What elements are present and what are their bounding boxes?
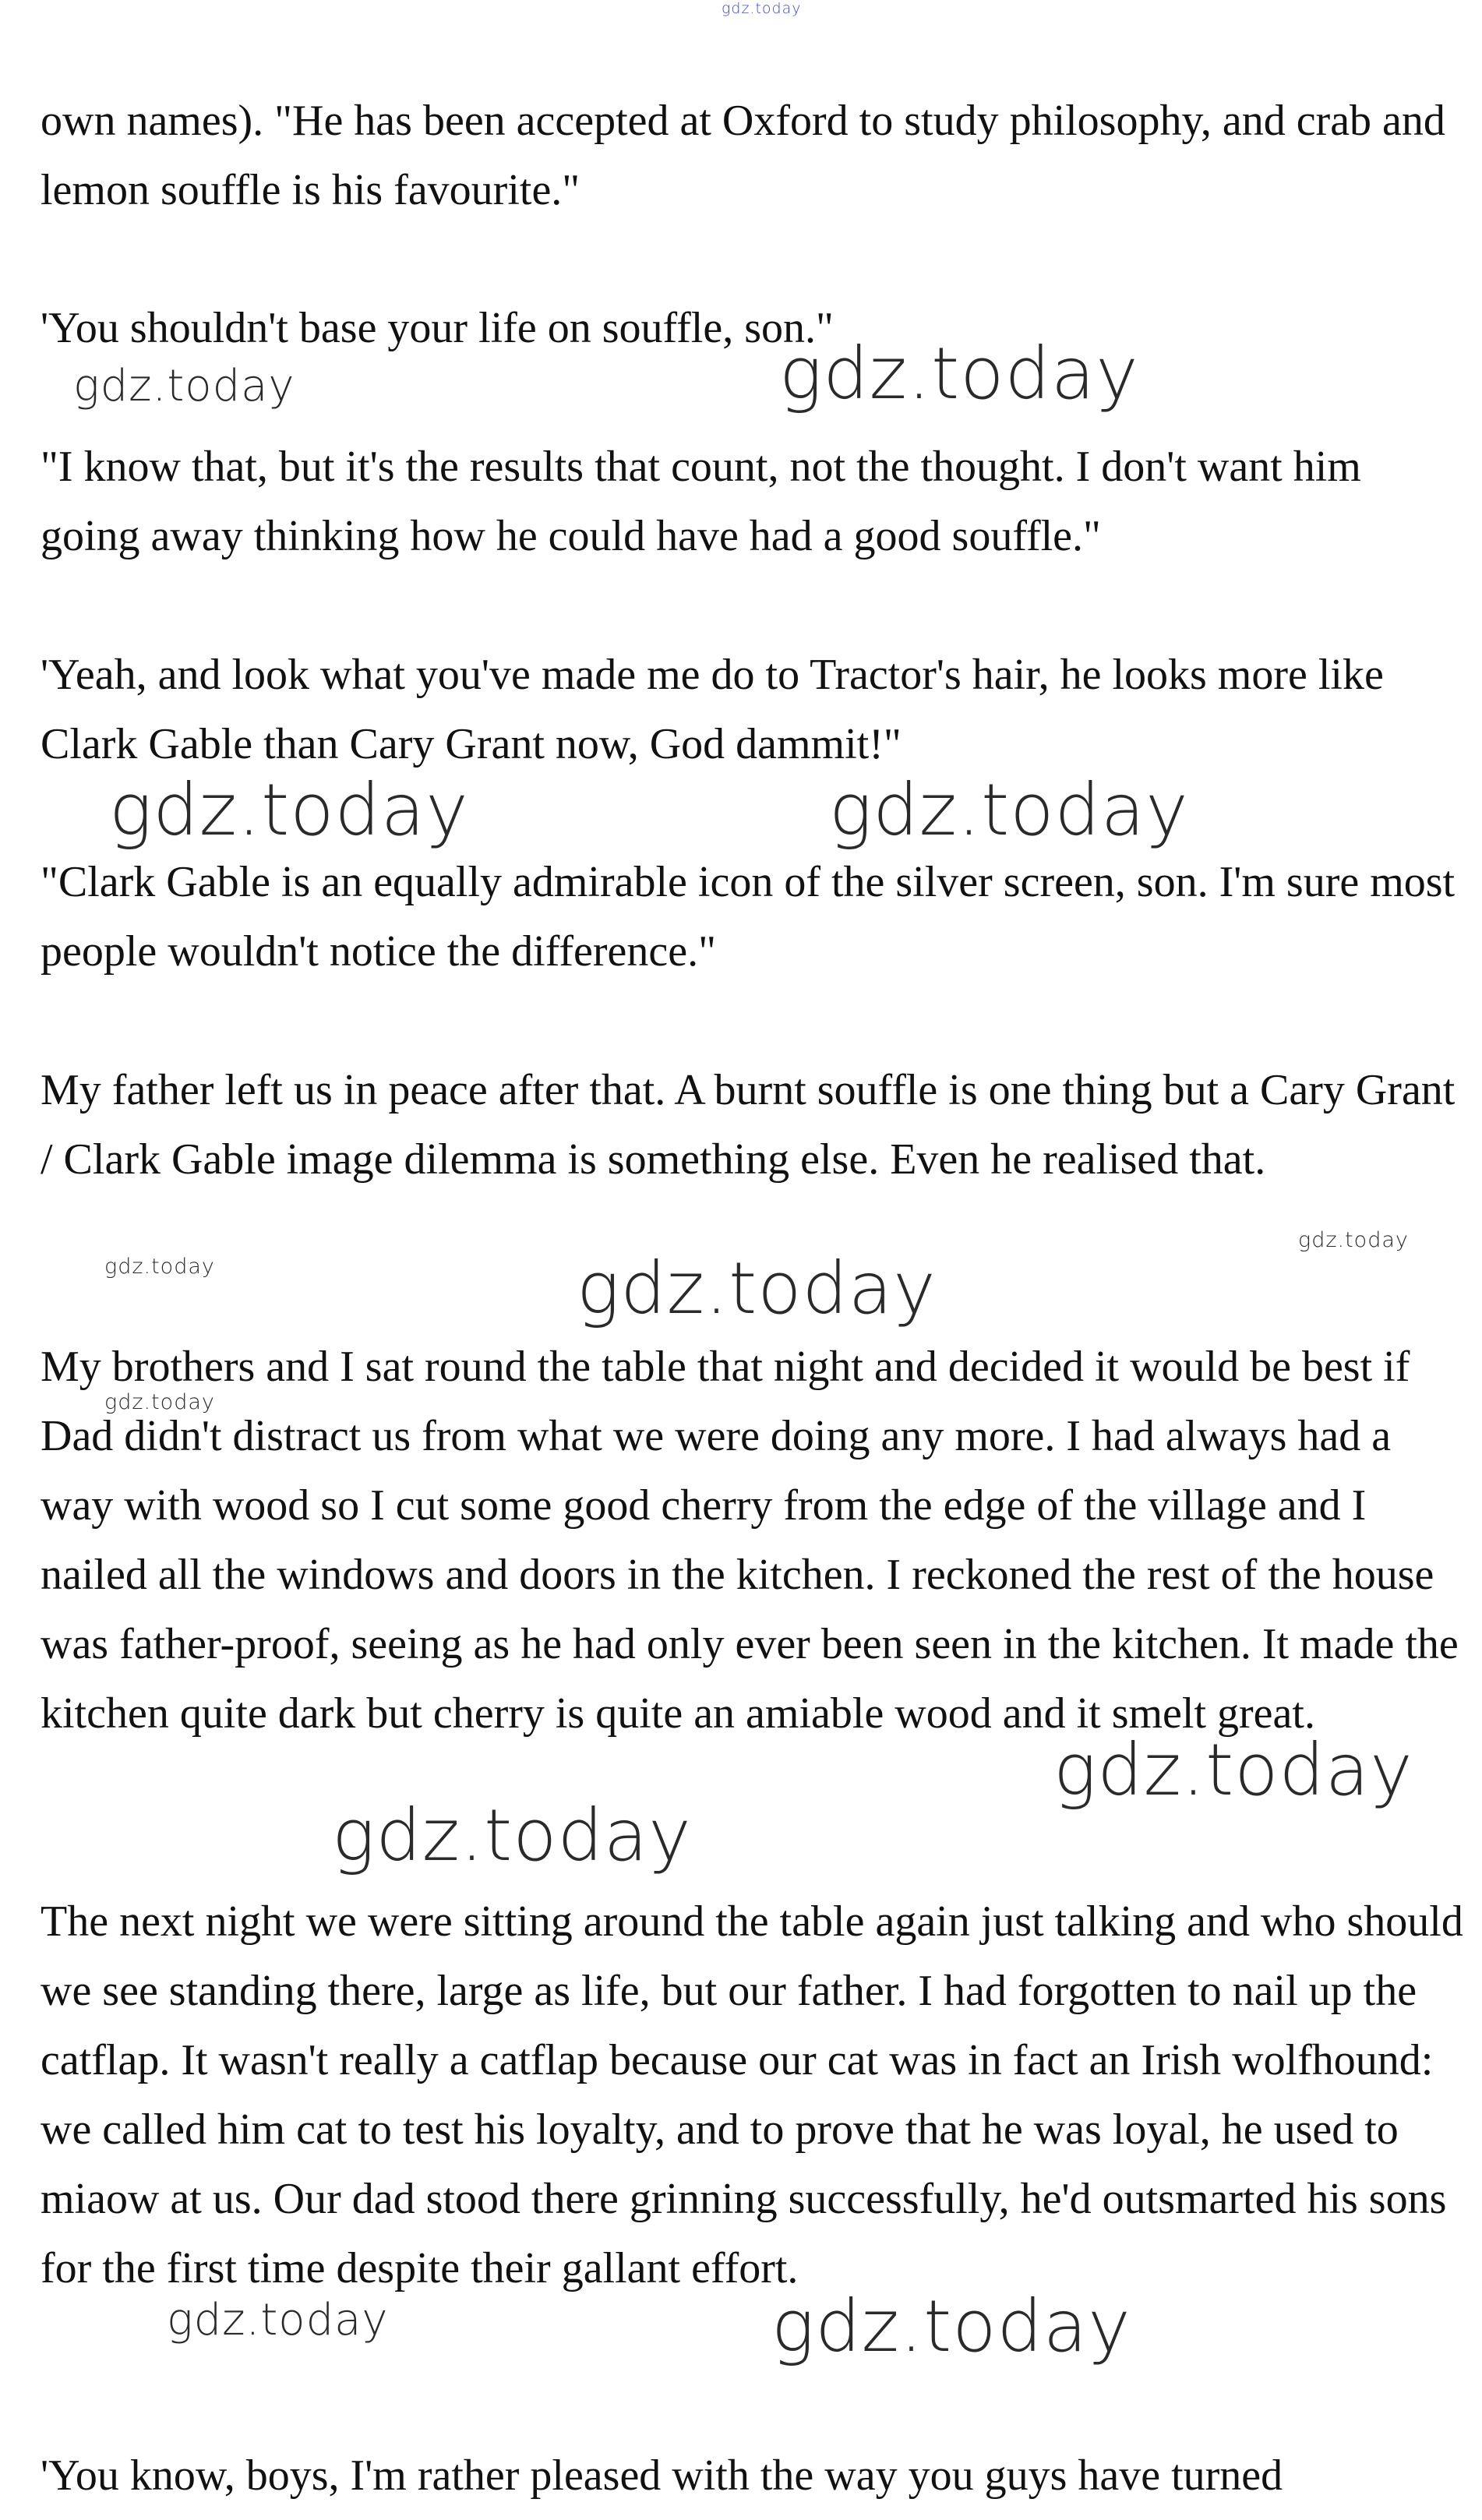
watermark: gdz.today (829, 768, 1189, 852)
paragraph: My father left us in peace after that. A burnt souffle is one thing but a Cary Grant / Clark Gable image dilemma is something else. Even he realised that. (41, 1066, 1456, 1184)
paragraph: My brothers and I sat round the table that night and decided it would be best if Dad didn't distract us from what we were doing any more. I had always had a way with wood so I cut some good cherry from the edge of the village and I nailed all the windows and doors in the kitchen. I reckoned the rest of the house was father-proof, seeing as he had only ever been seen in the kitchen. It made the kitchen quite dark but cherry is quite an amiable wood and it smelt great. (41, 1343, 1459, 1738)
watermark: gdz.today (109, 768, 469, 852)
watermark: gdz.today (104, 1255, 215, 1279)
watermark: gdz.today (577, 1247, 937, 1330)
watermark: gdz.today (1298, 1228, 1409, 1252)
watermark: gdz.today (167, 2295, 389, 2345)
paragraph: own names). "He has been accepted at Oxford to study philosophy, and crab and lemon souffle is his favourite." (41, 97, 1445, 214)
watermark: gdz.today (1053, 1728, 1413, 1812)
paragraph: "Clark Gable is an equally admirable icon of the silver screen, son. I'm sure most people wouldn't notice the difference." (41, 858, 1456, 976)
paragraph: 'You shouldn't base your life on souffle, son." (41, 304, 834, 352)
watermark-top: gdz.today (722, 0, 802, 17)
paragraph: 'You know, boys, I'm rather pleased with the way you guys have turned (41, 2451, 1283, 2500)
paragraph: 'Yeah, and look what you've made me do to Tractor's hair, he looks more like Clark Gable than Cary Grant now, God dammit!" (41, 651, 1384, 768)
watermark: gdz.today (73, 361, 295, 411)
paragraph: The next night we were sitting around the table again just talking and who should we see standing there, large as life, but our father. I had forgotten to nail up the catflap. It wasn't really a catflap because our cat was in fact an Irish wolfhound: we called him cat to test his loyalty, and to prove that he was loyal, he used to miaow at us. Our dad stood there grinning successfully, he'd outsmarted his sons for the first time despite their gallant effort. (41, 1897, 1463, 2292)
watermark: gdz.today (779, 332, 1139, 415)
watermark: gdz.today (771, 2285, 1131, 2368)
paragraph: "I know that, but it's the results that count, not the thought. I don't want him going away thinking how he could have had a good souffle." (41, 443, 1361, 560)
watermark: gdz.today (104, 1390, 215, 1414)
watermark: gdz.today (332, 1794, 692, 1877)
